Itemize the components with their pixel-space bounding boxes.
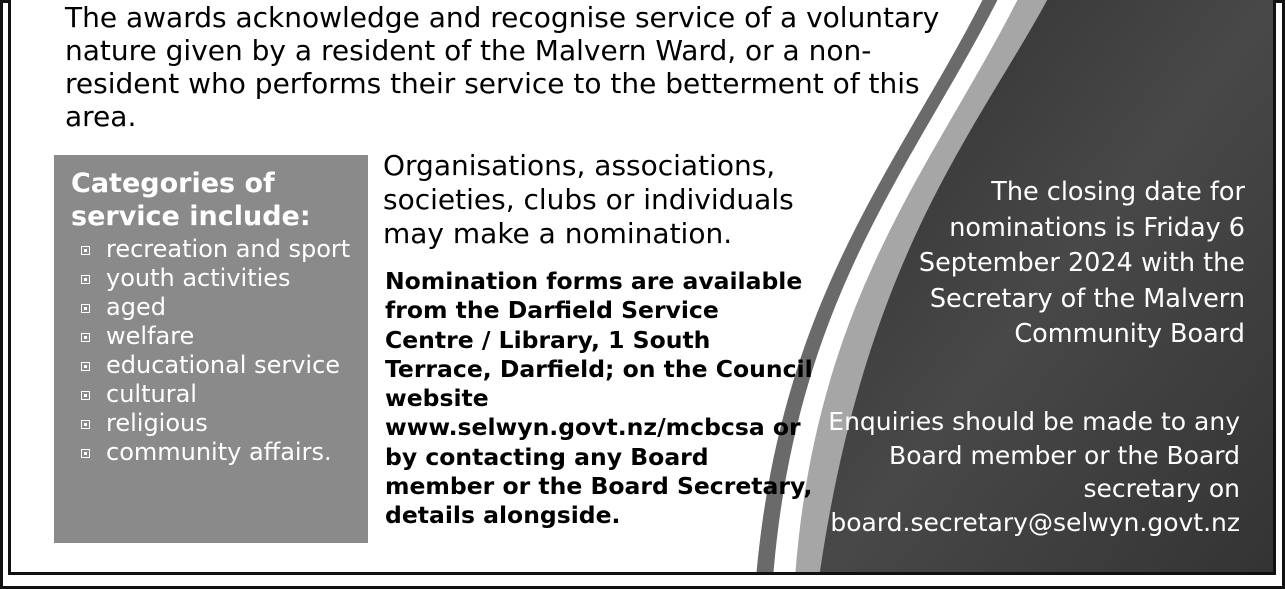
category-item: aged: [71, 293, 368, 322]
square-bullet-icon: [81, 362, 90, 371]
category-item: cultural: [71, 380, 368, 409]
square-bullet-icon: [81, 420, 90, 429]
category-item: welfare: [71, 322, 368, 351]
nomination-forms-text: Nomination forms are available from the Darfield Service Centre / Library, 1 South Terrace, Darfield; on the Council website www.selwyn.govt.nz/mcbcsa or by contacting any Board member or the Board Secretary, details alongside.: [385, 267, 813, 530]
categories-title: Categories of service include:: [71, 168, 311, 232]
square-bullet-icon: [81, 275, 90, 284]
intro-text: The awards acknowledge and recognise service of a voluntary nature given by a resident of the Malvern Ward, or a non-resident who performs their service to the betterment of this area.: [65, 1, 940, 133]
category-item: youth activities: [71, 264, 368, 293]
category-item: community affairs.: [71, 438, 368, 467]
closing-date-text: The closing date for nominations is Friday 6 September 2024 with the Secretary of the Malvern Community Board: [918, 177, 1245, 349]
notice-frame: [8, 0, 1276, 575]
enquiries-text: Enquiries should be made to any Board member or the Board secretary on board.secretary@selwyn.govt.nz: [828, 407, 1240, 537]
square-bullet-icon: [81, 304, 90, 313]
square-bullet-icon: [81, 391, 90, 400]
category-item: recreation and sport: [71, 235, 368, 264]
square-bullet-icon: [81, 449, 90, 458]
square-bullet-icon: [81, 333, 90, 342]
categories-box: [54, 155, 368, 543]
organisations-text: Organisations, associations, societies, clubs or individuals may make a nomination.: [383, 149, 794, 250]
category-item: educational service: [71, 351, 368, 380]
category-item: religious: [71, 409, 368, 438]
square-bullet-icon: [81, 246, 90, 255]
categories-list: [71, 235, 368, 467]
